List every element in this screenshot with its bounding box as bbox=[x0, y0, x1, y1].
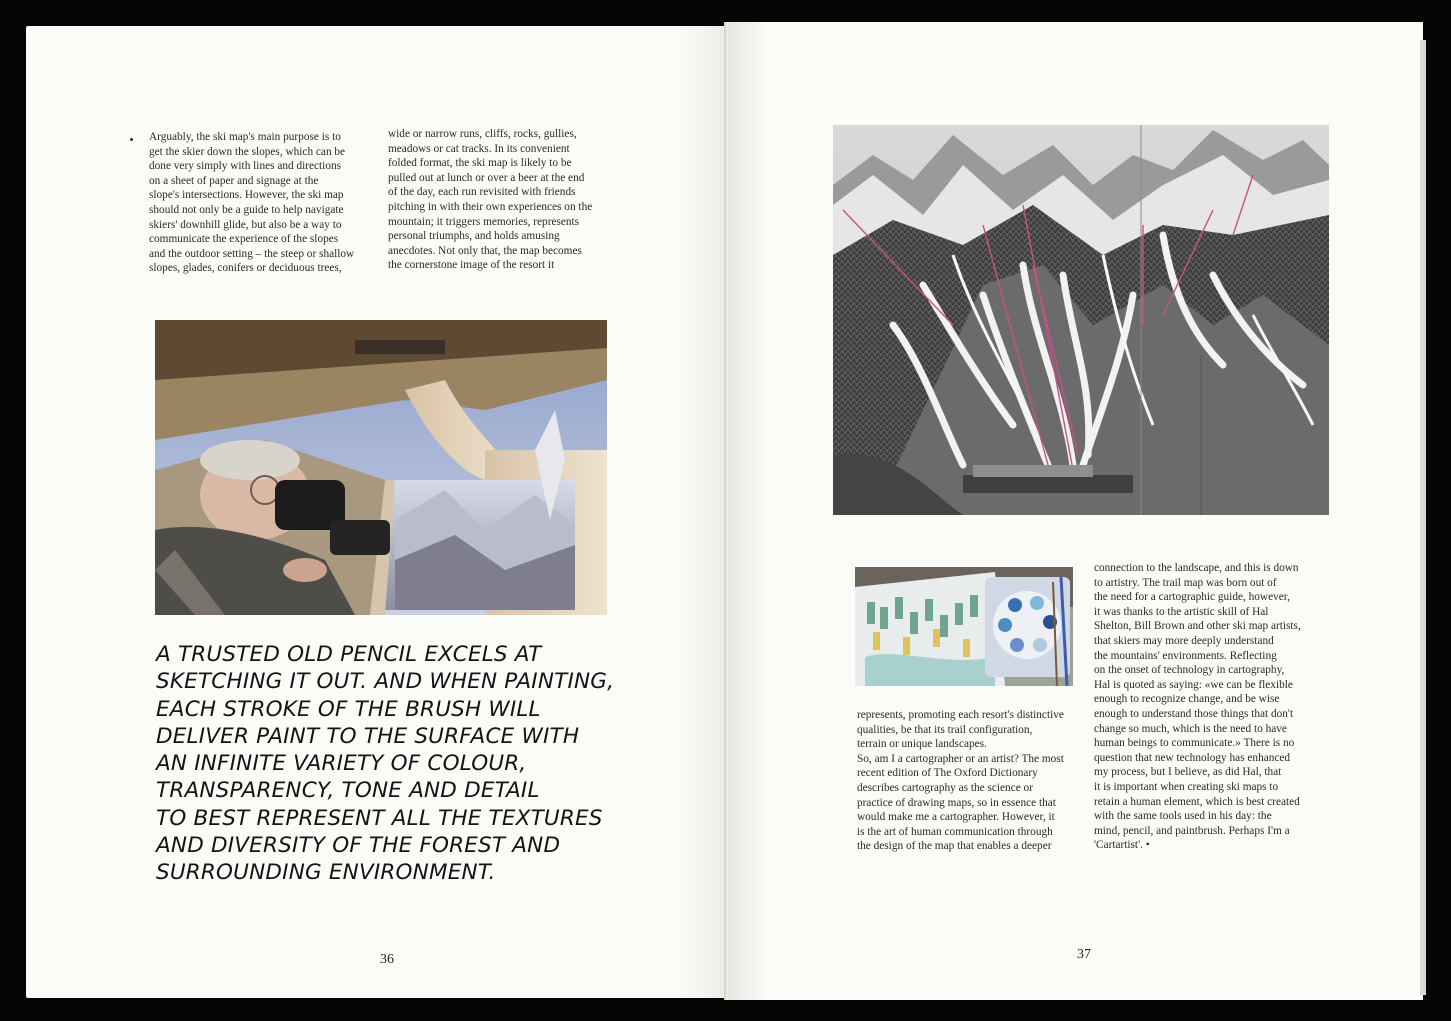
palette-photo-art bbox=[855, 567, 1073, 686]
ski-map-art bbox=[833, 125, 1329, 515]
watercolour-palette-photo bbox=[855, 567, 1073, 686]
left-page bbox=[26, 26, 726, 998]
photographer-photo-art bbox=[155, 320, 607, 615]
pull-quote: A TRUSTED OLD PENCIL EXCELS AT SKETCHING IT OUT. AND WHEN PAINTING, EACH STROKE OF THE BRUSH WILL DELIVER PAINT TO THE SURFACE WITH AN INFINITE VARIETY OF COLOUR, TRANSPARENCY, TONE AND DETAIL TO BEST REPRESENT ALL THE TEXTURES AND DIVERSITY OF THE FOREST AND SURROUNDING ENVIRONMENT. bbox=[156, 642, 615, 886]
right-page bbox=[728, 22, 1423, 1000]
photographer-in-plane-photo bbox=[155, 320, 607, 615]
right-column-2-text: connection to the landscape, and this is down to artistry. The trail map was born out of the need for a cartographic guide, however, it was thanks to the artistic skill of Hal Shelton, Bill Brown and other ski map artists, that skiers may more deeply understand the mountains' environments. Reflecting on the onset of technology in cartography, Hal is quoted as saying: «we can be flexible enough to recognize change, and be wise enough to understand those things that don't change so much, which is the need to have human beings to communicate.» There is no question that new technology has enhanced my process, but I believe, as did Hal, that it is important when creating ski maps to retain a human element, which is best created with the same tools used in his day: the mind, pencil, and paintbrush. Perhaps I'm a 'Cartartist'. • bbox=[1094, 562, 1301, 852]
left-column-1-text: Arguably, the ski map's main purpose is to get the skier down the slopes, which can be done very simply with lines and directions on a sheet of paper and signage at the slope's intersections. However, the ski map should not only be a guide to help navigate skiers' downhill glide, but also be a way to communicate the experience of the slopes and the outdoor setting – the steep or shallow slopes, glades, conifers or deciduous trees, bbox=[149, 131, 355, 275]
left-column-2-text: wide or narrow runs, cliffs, rocks, gullies, meadows or cat tracks. In its convenient folded format, the ski map is likely to be pulled out at lunch or over a beer at the end of the day, each run revisited with friends pitching in with their own experiences on the mountain; it triggers memories, represents personal triumphs, and holds amusing anecdotes. Not only that, the map becomes the cornerstone image of the resort it bbox=[388, 128, 593, 272]
page-number-36: 36 bbox=[380, 952, 394, 967]
page-edge bbox=[1420, 40, 1426, 995]
right-column-1-text: represents, promoting each resort's distinctive qualities, be that its trail configuration, terrain or unique landscapes. So, am I a cartographer or an artist? The most recent edition of The Oxford Dictionary describes cartography as the science or practice of drawing maps, so in essence that would make me a cartographer. However, it is the art of human communication through the design of the map that enables a deeper bbox=[857, 709, 1064, 853]
pencil-ski-map-illustration bbox=[833, 125, 1329, 515]
margin-mark bbox=[130, 138, 133, 141]
page-number-37: 37 bbox=[1077, 947, 1091, 962]
